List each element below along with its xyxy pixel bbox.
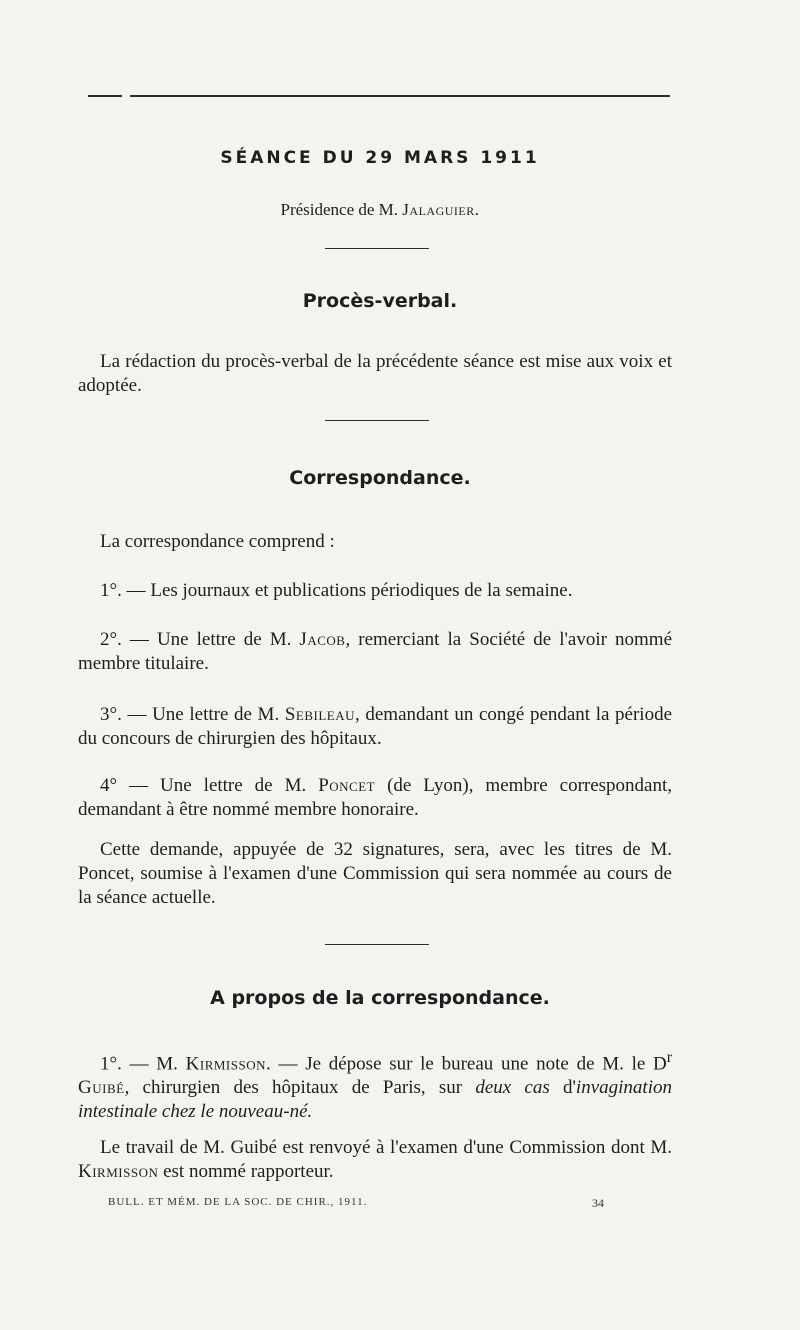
item-2-text-b: , remerciant la Société de l'avoir nommé membre titulaire.	[78, 629, 673, 674]
p1-italic-1: deux cas	[475, 1077, 550, 1099]
p1-text-d: d'	[549, 1077, 576, 1099]
item-2-name: Jacob	[299, 629, 346, 650]
correspondance-item-4	[78, 774, 672, 822]
divider-2	[325, 420, 429, 421]
p2-text-b: est nommé rapporteur.	[158, 1161, 334, 1182]
correspondance-title: Correspondance.	[289, 467, 471, 489]
page-number: 34	[592, 1196, 604, 1210]
p2-name: Kirmisson	[78, 1161, 159, 1182]
p1-sup: r	[666, 1049, 673, 1066]
proces-verbal-title: Procès-verbal.	[302, 290, 458, 312]
p1-text-b: . — Je dépose sur le bureau une note de M. le D	[266, 1053, 667, 1075]
proces-verbal-text: La rédaction du procès-verbal de la précédente séance est mise aux voix et adoptée.	[78, 351, 672, 396]
p1-name: Kirmisson	[185, 1053, 267, 1075]
p1-italic-2: invagination intestinale chez le nouveau-né.	[78, 1077, 672, 1123]
correspondance-item-2	[78, 628, 672, 676]
item-4-name: Poncet	[318, 775, 376, 796]
item-4-text-b: (de Lyon), membre correspondant, demandant à être nommé membre honoraire.	[78, 775, 673, 820]
p2-text-a: Le travail de M. Guibé est renvoyé à l'examen d'une Commission dont M.	[100, 1137, 672, 1158]
a-propos-paragraph-1	[78, 1046, 672, 1124]
top-rule-left	[88, 95, 122, 97]
footer-citation: BULL. ET MÉM. DE LA SOC. DE CHIR., 1911.	[108, 1196, 368, 1208]
presidence-line	[0, 200, 760, 220]
item-3-text-b: , demandant un congé pendant la période du concours de chirurgien des hôpitaux.	[78, 704, 673, 749]
p1-name-2: Guibé	[78, 1077, 125, 1099]
president-name: Jalaguier.	[402, 200, 480, 219]
item-2-text-a: 2°. — Une lettre de M.	[100, 629, 292, 650]
a-propos-paragraph-2	[78, 1136, 672, 1184]
item-4-text-a: 4° — Une lettre de M.	[100, 775, 307, 796]
correspondance-demande: Cette demande, appuyée de 32 signatures, sera, avec les titres de M. Poncet, soumise à l'examen d'une Commission qui sera nommée au cours de la séance actuelle.	[78, 839, 672, 908]
divider-3	[325, 944, 429, 945]
p1-text-c: , chirurgien des hôpitaux de Paris, sur	[124, 1077, 476, 1099]
correspondance-item-1: 1°. — Les journaux et publications périodiques de la semaine.	[100, 580, 573, 601]
divider-1	[325, 248, 429, 249]
presidence-prefix: Présidence de M.	[280, 200, 399, 219]
correspondance-item-3	[78, 703, 672, 751]
p1-text-a: 1°. — M.	[100, 1053, 178, 1075]
a-propos-title: A propos de la correspondance.	[210, 987, 550, 1009]
correspondance-intro: La correspondance comprend :	[100, 531, 335, 552]
top-rule-right	[130, 95, 670, 97]
item-3-text-a: 3°. — Une lettre de M.	[100, 704, 280, 725]
item-3-name: Sebileau	[284, 704, 355, 725]
seance-title: SÉANCE DU 29 MARS 1911	[220, 148, 540, 168]
